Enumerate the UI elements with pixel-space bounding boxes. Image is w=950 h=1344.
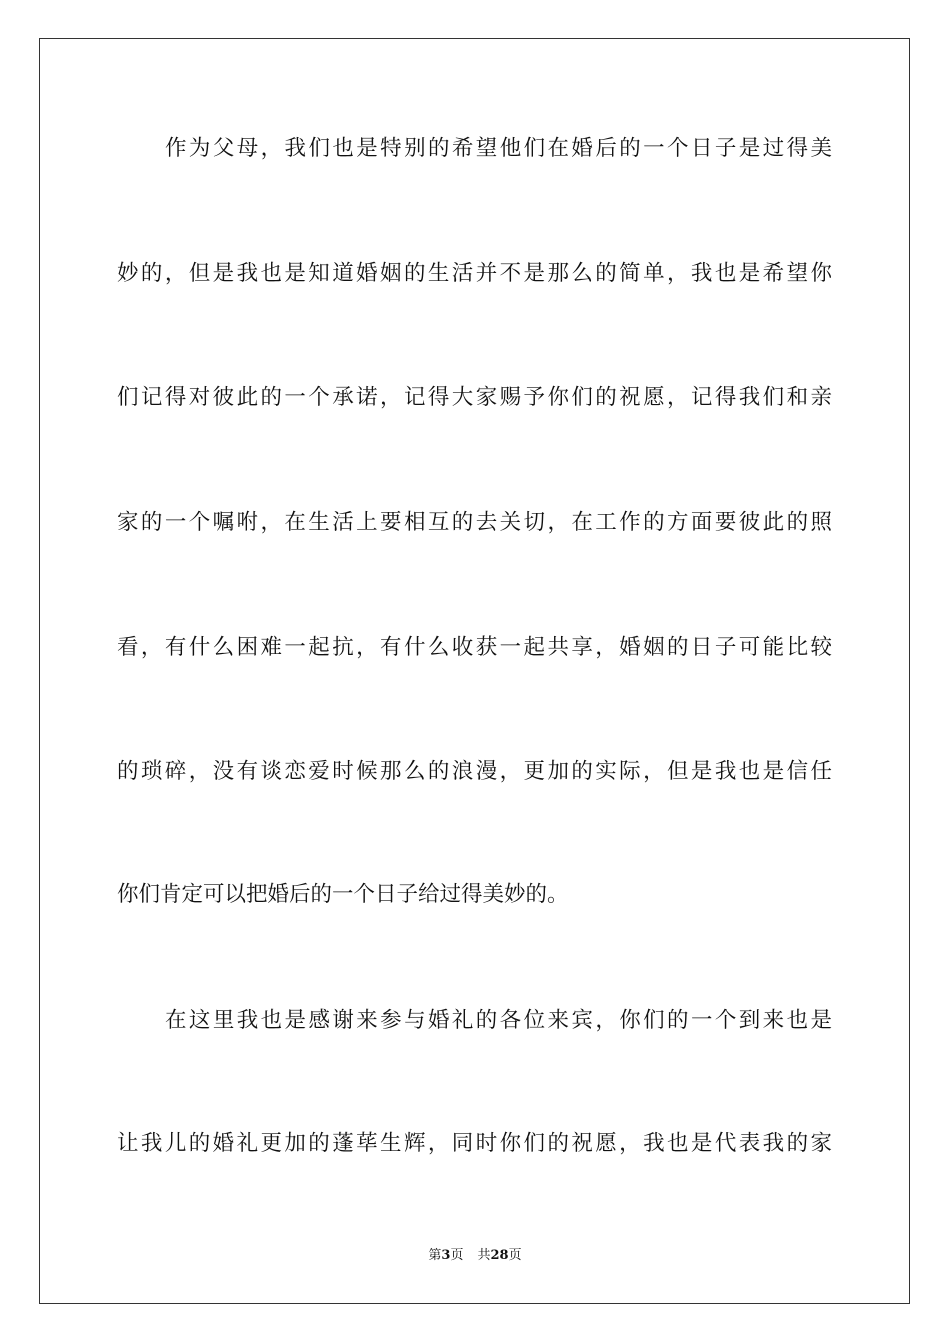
paragraph-line-1: 作为父母，我们也是特别的希望他们在婚后的一个日子是过得美: [165, 136, 832, 161]
page-border: [39, 38, 910, 1304]
total-prefix: 共: [477, 1248, 491, 1263]
total-pages: 28: [490, 1248, 509, 1263]
total-suffix: 页: [508, 1248, 522, 1263]
page-number: 3: [441, 1248, 451, 1263]
paragraph-line-8: 在这里我也是感谢来参与婚礼的各位来宾，你们的一个到来也是: [165, 1008, 832, 1033]
paragraph-line-3: 们记得对彼此的一个承诺，记得大家赐予你们的祝愿，记得我们和亲: [117, 385, 832, 410]
paragraph-line-6: 的琐碎，没有谈恋爱时候那么的浪漫，更加的实际，但是我也是信任: [117, 759, 832, 784]
paragraph-line-7: 你们肯定可以把婚后的一个日子给过得美妙的。: [117, 882, 569, 907]
paragraph-line-5: 看，有什么困难一起抗，有什么收获一起共享，婚姻的日子可能比较: [117, 635, 832, 660]
page-suffix: 页: [450, 1248, 464, 1263]
page-footer: [0, 1247, 950, 1265]
paragraph-line-4: 家的一个嘱咐，在生活上要相互的去关切，在工作的方面要彼此的照: [117, 510, 832, 535]
paragraph-line-2: 妙的，但是我也是知道婚姻的生活并不是那么的简单，我也是希望你: [117, 261, 832, 286]
page-prefix: 第: [428, 1248, 442, 1263]
paragraph-line-9: 让我儿的婚礼更加的蓬荜生辉，同时你们的祝愿，我也是代表我的家: [117, 1131, 832, 1156]
